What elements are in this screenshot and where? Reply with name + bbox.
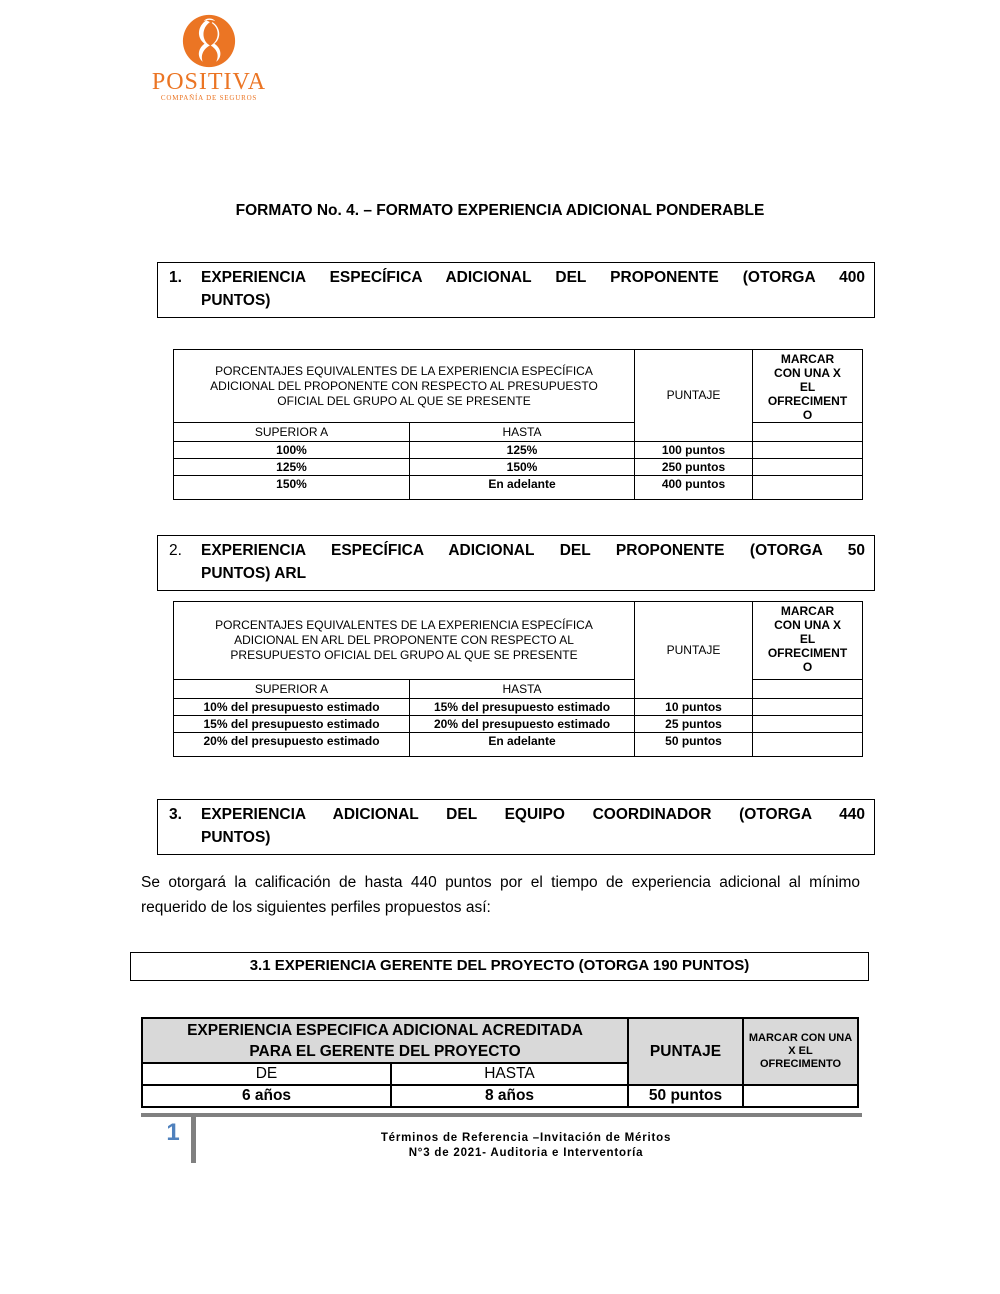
page-number: 1 [166,1119,180,1146]
table2-puntaje-header: PUNTAJE [635,602,753,699]
table3-cell: 50 puntos [628,1085,743,1107]
page-title: FORMATO No. 4. – FORMATO EXPERIENCIA ADICIONAL PONDERABLE [235,202,765,219]
table-experiencia-proponente-400 [173,349,863,500]
table-row [174,350,863,423]
section-3-heading [157,799,875,855]
table-row [174,442,863,459]
table2-cell: 15% del presupuesto estimado [410,699,635,716]
table1-marcar-header: MARCAR CON UNA X EL OFRECIMENTO [753,350,863,423]
body-paragraph: Se otorgará la calificación de hasta 440 puntos por el tiempo de experiencia adicional al mínimo requerido de los siguientes perfiles propuestos así: [141,874,860,916]
section-2-number: 2. [169,542,182,559]
table-row [174,680,863,699]
table1-hasta-header: HASTA [410,423,635,442]
footer-text [196,1131,856,1161]
table2-superior-header: SUPERIOR A [174,680,410,699]
table-row [142,1085,858,1107]
table2-mark-cell [753,733,863,757]
table3-cell: 6 años [142,1085,391,1107]
section-1-number: 1. [169,269,182,286]
table1-header-cell: PORCENTAJES EQUIVALENTES DE LA EXPERIENCIA ESPECÍFICA ADICIONAL DEL PROPONENTE CON RESPECTO AL PRESUPUESTO OFICIAL DEL GRUPO AL QUE SE PRESENTE [174,350,635,423]
section-1-title: EXPERIENCIA ESPECÍFICA ADICIONAL DEL PROPONENTE (OTORGA 400 PUNTOS) [201,269,865,309]
logo-wordmark: POSITIVA [151,69,267,95]
section-3-number: 3. [169,806,182,823]
table3-hasta-header: HASTA [391,1063,628,1085]
table1-cell: 250 puntos [635,459,753,476]
table3-cell: 8 años [391,1085,628,1107]
table1-marcar-subcell [753,423,863,442]
table-experiencia-arl-50 [173,601,863,757]
table2-cell: 50 puntos [635,733,753,757]
table3-puntaje-header: PUNTAJE [628,1018,743,1085]
table2-cell: 25 puntos [635,716,753,733]
table1-cell: 125% [410,442,635,459]
table2-mark-cell [753,716,863,733]
table2-header-cell: PORCENTAJES EQUIVALENTES DE LA EXPERIENCIA ESPECÍFICA ADICIONAL EN ARL DEL PROPONENTE CON RESPECTO AL PRESUPUESTO OFICIAL DEL GRUPO AL QUE SE PRESENTE [174,602,635,680]
logo-tagline: COMPAÑÍA DE SEGUROS [160,94,258,102]
section-2-title: EXPERIENCIA ESPECÍFICA ADICIONAL DEL PROPONENTE (OTORGA 50 PUNTOS) ARL [201,542,865,582]
table2-marcar-header: MARCAR CON UNA X EL OFRECIMENTO [753,602,863,680]
table2-cell: 20% del presupuesto estimado [174,733,410,757]
table2-marcar-subcell [753,680,863,699]
table1-cell: 400 puntos [635,476,753,500]
table2-cell: En adelante [410,733,635,757]
table3-mark-cell [743,1085,858,1107]
table-row [174,699,863,716]
section-3-title: EXPERIENCIA ADICIONAL DEL EQUIPO COORDINADOR (OTORGA 440 PUNTOS) [201,806,865,846]
table1-superior-header: SUPERIOR A [174,423,410,442]
table-row [174,423,863,442]
section-1-heading [157,262,875,318]
table1-puntaje-header: PUNTAJE [635,350,753,442]
table-row [174,733,863,757]
table-row [174,602,863,680]
table2-cell: 15% del presupuesto estimado [174,716,410,733]
table1-cell: 150% [174,476,410,500]
table-row [174,476,863,500]
section-3-1-heading: 3.1 EXPERIENCIA GERENTE DEL PROYECTO (OTORGA 190 PUNTOS) [130,952,869,981]
table2-cell: 20% del presupuesto estimado [410,716,635,733]
table1-mark-cell [753,442,863,459]
table2-cell: 10% del presupuesto estimado [174,699,410,716]
table2-hasta-header: HASTA [410,680,635,699]
table2-cell: 10 puntos [635,699,753,716]
table-row [174,716,863,733]
table1-mark-cell [753,476,863,500]
table1-cell: 125% [174,459,410,476]
table-row [142,1018,858,1063]
table3-marcar-header: MARCAR CON UNA X EL OFRECIMENTO [743,1018,858,1085]
table2-mark-cell [753,699,863,716]
table1-cell: 100 puntos [635,442,753,459]
table3-de-header: DE [142,1063,391,1085]
table-gerente-proyecto-190 [141,1017,859,1108]
positiva-logo-icon [182,14,236,68]
table1-cell: En adelante [410,476,635,500]
positiva-logo [150,14,268,102]
footer-divider [141,1113,862,1117]
table1-cell: 150% [410,459,635,476]
table1-mark-cell [753,459,863,476]
footer-line-2: N°3 de 2021- Auditoria e Interventoría [408,1147,644,1159]
footer-line-1: Términos de Referencia –Invitación de Méritos [380,1132,672,1144]
table-row [174,459,863,476]
table3-header-cell: EXPERIENCIA ESPECIFICA ADICIONAL ACREDITADA PARA EL GERENTE DEL PROYECTO [142,1018,628,1063]
section-2-heading [157,535,875,591]
table1-cell: 100% [174,442,410,459]
